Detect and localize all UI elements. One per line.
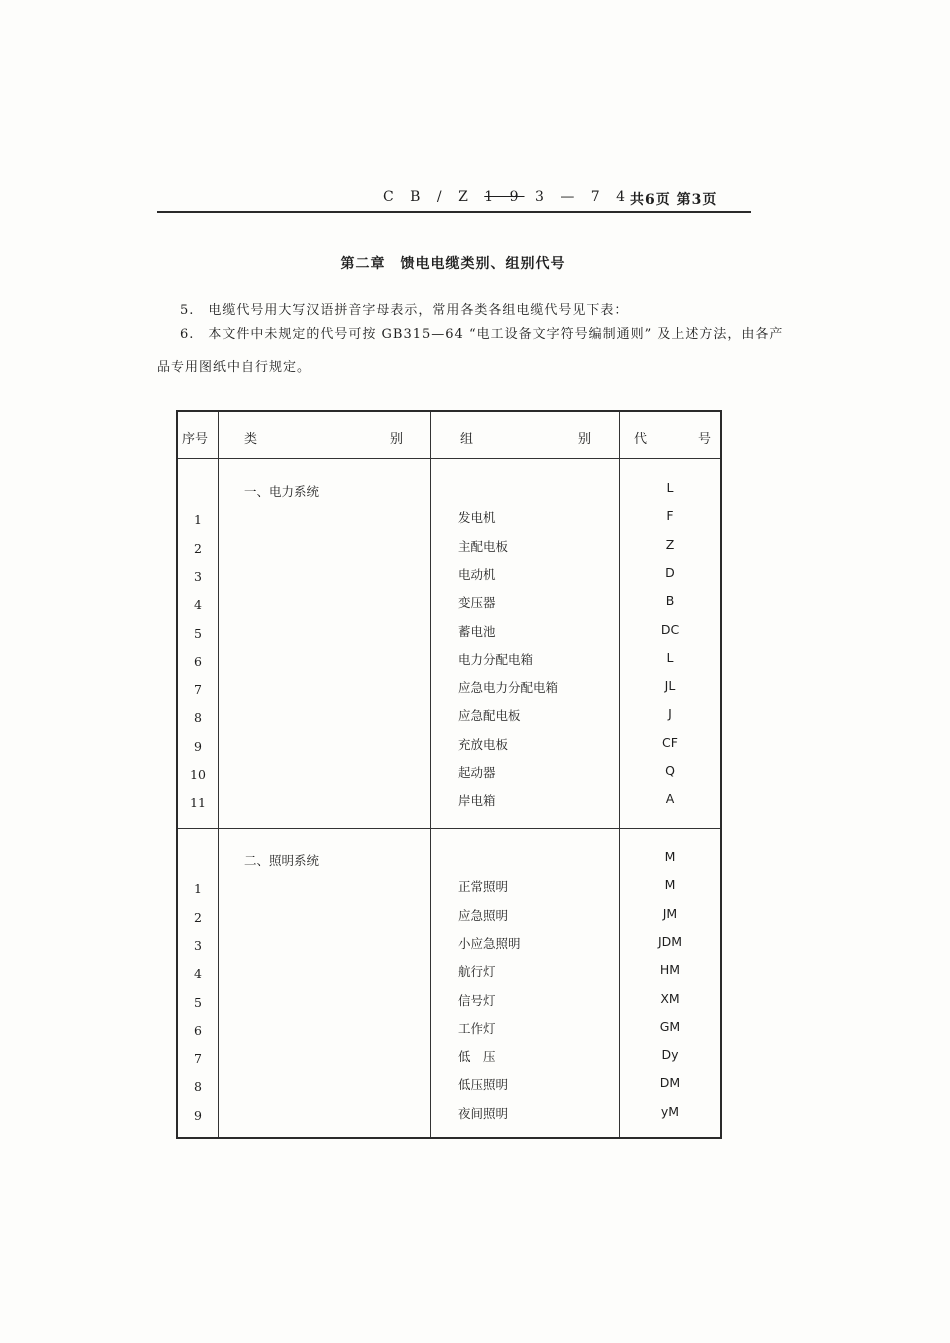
row-group: 应急照明	[458, 907, 509, 923]
row-num: 11	[190, 795, 206, 811]
row-group: 夜间照明	[458, 1105, 509, 1121]
section-code: L	[666, 480, 674, 495]
row-num: 10	[190, 767, 206, 782]
row-code: J	[668, 706, 672, 722]
row-num: 3	[194, 937, 202, 953]
row-group: 应急电力分配电箱	[458, 680, 559, 696]
code-suffix: 3 — 7 4	[534, 189, 632, 205]
row-code: HM	[659, 962, 681, 978]
header-group-b: 别	[578, 432, 592, 447]
row-group: 电力分配电箱	[458, 651, 534, 667]
row-group: 工作灯	[458, 1020, 496, 1036]
row-group: 起动器	[458, 765, 496, 780]
paragraph-5: 5. 电缆代号用大写汉语拼音字母表示，常用各类各组电缆代号见下表：	[180, 303, 629, 318]
row-group: 变压器	[458, 595, 496, 611]
row-group: 小应急照明	[458, 935, 521, 951]
row-group: 正常照明	[458, 879, 509, 895]
row-num: 7	[194, 682, 202, 698]
page-count: 共6页 第3页	[630, 192, 718, 208]
row-group: 应急配电板	[458, 708, 521, 724]
header-code-b: 号	[698, 432, 712, 447]
row-num: 3	[194, 568, 202, 584]
row-code: L	[666, 649, 674, 665]
cable-code-table	[176, 410, 722, 1139]
row-num: 2	[194, 909, 202, 925]
row-code: M	[664, 877, 676, 893]
row-code: yM	[660, 1103, 680, 1119]
row-group: 充放电板	[458, 736, 509, 752]
column-divider	[430, 412, 431, 1137]
row-num: 2	[194, 540, 202, 556]
row-num: 7	[194, 1051, 202, 1067]
row-group: 主配电板	[458, 538, 509, 554]
row-code: DM	[659, 1075, 681, 1091]
section-divider	[178, 828, 720, 829]
column-divider	[218, 412, 219, 1137]
row-group: 低 压	[458, 1049, 496, 1065]
header-category-a: 类	[244, 432, 258, 447]
row-code: F	[666, 508, 674, 524]
row-code: JM	[662, 905, 678, 921]
row-group: 低压照明	[458, 1077, 509, 1093]
header-code-a: 代	[634, 432, 648, 447]
row-num: 8	[194, 1079, 202, 1095]
code-prefix: C B / Z	[383, 189, 474, 205]
row-group: 岸电箱	[458, 793, 496, 809]
row-code: XM	[660, 990, 680, 1006]
row-num: 5	[194, 994, 202, 1010]
row-num: 9	[194, 1107, 202, 1123]
row-num: 1	[194, 881, 202, 897]
row-code: Q	[665, 763, 675, 778]
row-num: 5	[194, 625, 202, 641]
header-num: 序号	[182, 432, 209, 447]
header-category-b: 别	[390, 432, 404, 447]
row-code: CF	[662, 734, 678, 750]
paragraph-6-continued: 品专用图纸中自行规定。	[157, 360, 312, 375]
row-group: 蓄电池	[458, 623, 496, 639]
row-code: Dy	[661, 1047, 679, 1063]
row-group: 航行灯	[458, 964, 496, 980]
chapter-title: 第二章 馈电电缆类别、组别代号	[340, 256, 566, 272]
row-num: 6	[194, 1022, 202, 1038]
document-code	[383, 189, 631, 205]
row-group: 信号灯	[458, 992, 496, 1008]
row-group: 发电机	[458, 510, 496, 526]
row-code: B	[665, 593, 675, 609]
row-num: 4	[194, 597, 202, 613]
row-code: Z	[665, 536, 675, 552]
header-rule	[157, 211, 751, 213]
row-num: 9	[194, 738, 202, 754]
row-group: 电动机	[458, 566, 496, 582]
row-code: A	[665, 791, 675, 807]
header-divider	[178, 458, 720, 459]
row-code: JDM	[657, 933, 683, 949]
row-code: JL	[664, 678, 676, 694]
section-category: 二、照明系统	[244, 853, 320, 868]
paragraph-6: 6. 本文件中未规定的代号可按 GB315—64 “电工设备文字符号编制通则” 及上述方法，由各产	[180, 327, 784, 342]
header-group-a: 组	[460, 432, 474, 447]
code-struck-digits: 1 9	[484, 189, 525, 205]
row-code: D	[665, 564, 675, 580]
row-num: 6	[194, 653, 202, 669]
row-num: 8	[194, 710, 202, 726]
row-num: 4	[194, 966, 202, 982]
row-code: GM	[659, 1018, 681, 1034]
section-category: 一、电力系统	[244, 484, 320, 499]
section-code: M	[664, 849, 676, 864]
row-num: 1	[194, 512, 202, 528]
row-code: DC	[660, 621, 680, 637]
